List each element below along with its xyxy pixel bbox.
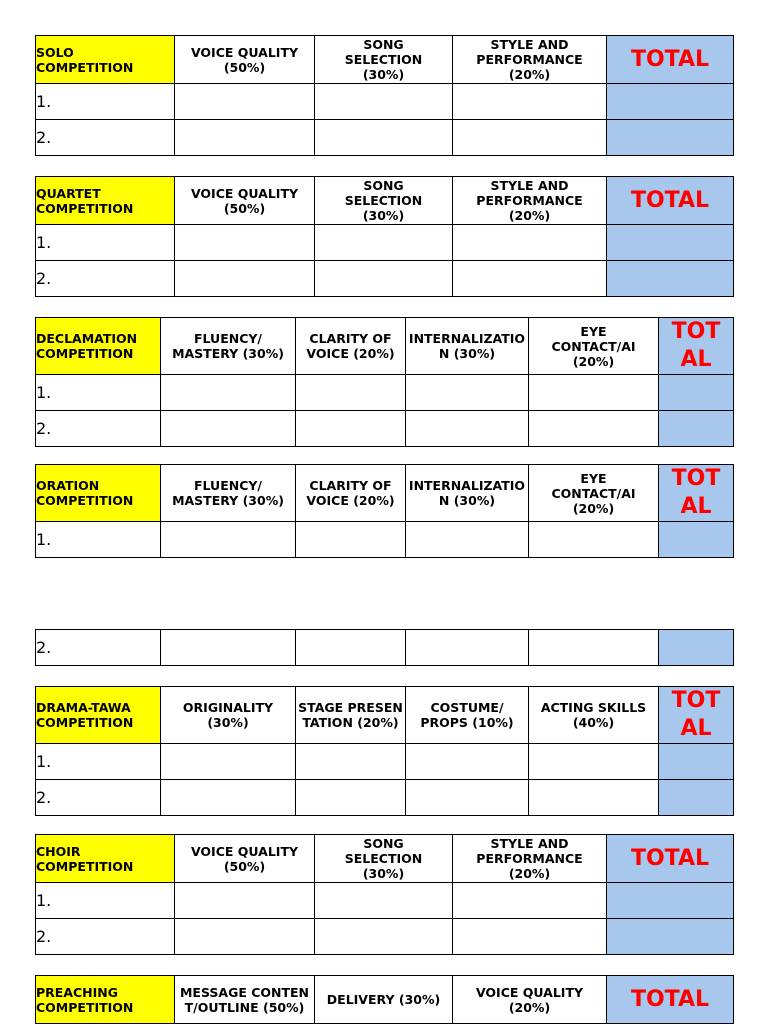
score-cell[interactable] (175, 919, 315, 955)
score-cell[interactable] (406, 411, 529, 447)
choir-score-table (35, 834, 734, 955)
competition-name: SOLO COMPETITION (36, 36, 175, 84)
criterion-header: DELIVERY (30%) (315, 976, 453, 1024)
criterion-header: STYLE AND PERFORMANCE (20%) (453, 835, 607, 883)
score-cell[interactable] (315, 120, 453, 156)
score-cell[interactable] (161, 780, 296, 816)
total-cell[interactable] (659, 375, 734, 411)
entry-number: 2. (36, 630, 161, 666)
total-cell[interactable] (659, 630, 734, 666)
score-cell[interactable] (406, 522, 529, 558)
criterion-header: EYE CONTACT/AI (20%) (529, 318, 659, 375)
score-cell[interactable] (315, 84, 453, 120)
quartet-score-table (35, 176, 734, 297)
entry-number: 2. (36, 411, 161, 447)
total-cell[interactable] (659, 744, 734, 780)
criterion-header: CLARITY OF VOICE (20%) (296, 318, 406, 375)
score-cell[interactable] (529, 411, 659, 447)
total-cell[interactable] (659, 411, 734, 447)
criterion-header: EYE CONTACT/AI (20%) (529, 465, 659, 522)
entry-number: 2. (36, 780, 161, 816)
entry-number: 2. (36, 919, 175, 955)
total-cell[interactable] (607, 883, 734, 919)
criterion-header: SONG SELECTION (30%) (315, 835, 453, 883)
score-cell[interactable] (296, 744, 406, 780)
total-header: TOTAL (659, 318, 734, 375)
score-cell[interactable] (453, 84, 607, 120)
total-header: TOTAL (659, 687, 734, 744)
score-cell[interactable] (406, 630, 529, 666)
entry-number: 2. (36, 261, 175, 297)
table-row (36, 744, 734, 780)
criterion-header: INTERNALIZATION (30%) (406, 318, 529, 375)
criterion-header: SONG SELECTION (30%) (315, 177, 453, 225)
score-cell[interactable] (406, 375, 529, 411)
score-cell[interactable] (453, 225, 607, 261)
criterion-header: SONG SELECTION (30%) (315, 36, 453, 84)
score-cell[interactable] (175, 225, 315, 261)
score-cell[interactable] (175, 120, 315, 156)
table-row (36, 919, 734, 955)
table-row (36, 780, 734, 816)
criterion-header: FLUENCY/ MASTERY (30%) (161, 465, 296, 522)
score-cell[interactable] (175, 261, 315, 297)
entry-number: 2. (36, 120, 175, 156)
score-cell[interactable] (453, 919, 607, 955)
total-cell[interactable] (607, 120, 734, 156)
criterion-header: ACTING SKILLS (40%) (529, 687, 659, 744)
drama-score-table (35, 686, 734, 816)
criterion-header: VOICE QUALITY (50%) (175, 177, 315, 225)
criterion-header: INTERNALIZATION (30%) (406, 465, 529, 522)
table-row (36, 375, 734, 411)
table-row (36, 522, 734, 558)
oration-score-table-continued (35, 629, 734, 666)
entry-number: 1. (36, 225, 175, 261)
competition-name: DRAMA-TAWA COMPETITION (36, 687, 161, 744)
score-cell[interactable] (296, 630, 406, 666)
score-cell[interactable] (315, 261, 453, 297)
score-cell[interactable] (296, 411, 406, 447)
total-header: TOTAL (659, 465, 734, 522)
entry-number: 1. (36, 883, 175, 919)
total-cell[interactable] (607, 84, 734, 120)
total-cell[interactable] (607, 919, 734, 955)
score-cell[interactable] (315, 225, 453, 261)
criterion-header: VOICE QUALITY (50%) (175, 36, 315, 84)
criterion-header: FLUENCY/ MASTERY (30%) (161, 318, 296, 375)
competition-name: CHOIR COMPETITION (36, 835, 175, 883)
criterion-header: STYLE AND PERFORMANCE (20%) (453, 36, 607, 84)
table-row (36, 883, 734, 919)
criterion-header: VOICE QUALITY (50%) (175, 835, 315, 883)
criterion-header: CLARITY OF VOICE (20%) (296, 465, 406, 522)
table-row (36, 120, 734, 156)
entry-number: 1. (36, 744, 161, 780)
score-cell[interactable] (161, 375, 296, 411)
score-cell[interactable] (529, 522, 659, 558)
competition-name: QUARTET COMPETITION (36, 177, 175, 225)
preaching-score-table (35, 975, 734, 1024)
score-cell[interactable] (161, 630, 296, 666)
total-cell[interactable] (659, 522, 734, 558)
score-cell[interactable] (315, 883, 453, 919)
total-cell[interactable] (607, 225, 734, 261)
criterion-header: COSTUME/ PROPS (10%) (406, 687, 529, 744)
score-cell[interactable] (406, 744, 529, 780)
score-cell[interactable] (529, 375, 659, 411)
table-row (36, 84, 734, 120)
total-header: TOTAL (607, 177, 734, 225)
competition-name: PREACHING COMPETITION (36, 976, 175, 1024)
score-cell[interactable] (453, 261, 607, 297)
entry-number: 1. (36, 522, 161, 558)
score-cell[interactable] (175, 84, 315, 120)
total-cell[interactable] (607, 261, 734, 297)
table-row (36, 261, 734, 297)
score-cell[interactable] (406, 780, 529, 816)
score-cell[interactable] (296, 522, 406, 558)
entry-number: 1. (36, 84, 175, 120)
table-row (36, 630, 734, 666)
criterion-header: ORIGINALITY (30%) (161, 687, 296, 744)
oration-score-table (35, 464, 734, 558)
score-cell[interactable] (529, 744, 659, 780)
competition-name: DECLAMATION COMPETITION (36, 318, 161, 375)
total-cell[interactable] (659, 780, 734, 816)
table-row (36, 411, 734, 447)
score-cell[interactable] (175, 883, 315, 919)
solo-score-table (35, 35, 734, 156)
score-cell[interactable] (161, 411, 296, 447)
score-cell[interactable] (296, 780, 406, 816)
declamation-score-table (35, 317, 734, 447)
criterion-header: STYLE AND PERFORMANCE (20%) (453, 177, 607, 225)
entry-number: 1. (36, 375, 161, 411)
score-cell[interactable] (453, 120, 607, 156)
total-header: TOTAL (607, 976, 734, 1024)
score-cell[interactable] (529, 630, 659, 666)
score-cell[interactable] (296, 375, 406, 411)
criterion-header: MESSAGE CONTENT/OUTLINE (50%) (175, 976, 315, 1024)
score-cell[interactable] (529, 780, 659, 816)
score-cell[interactable] (161, 522, 296, 558)
criterion-header: STAGE PRESENTATION (20%) (296, 687, 406, 744)
score-cell[interactable] (161, 744, 296, 780)
score-cell[interactable] (315, 919, 453, 955)
total-header: TOTAL (607, 835, 734, 883)
criterion-header: VOICE QUALITY (20%) (453, 976, 607, 1024)
score-cell[interactable] (453, 883, 607, 919)
total-header: TOTAL (607, 36, 734, 84)
competition-name: ORATION COMPETITION (36, 465, 161, 522)
table-row (36, 225, 734, 261)
